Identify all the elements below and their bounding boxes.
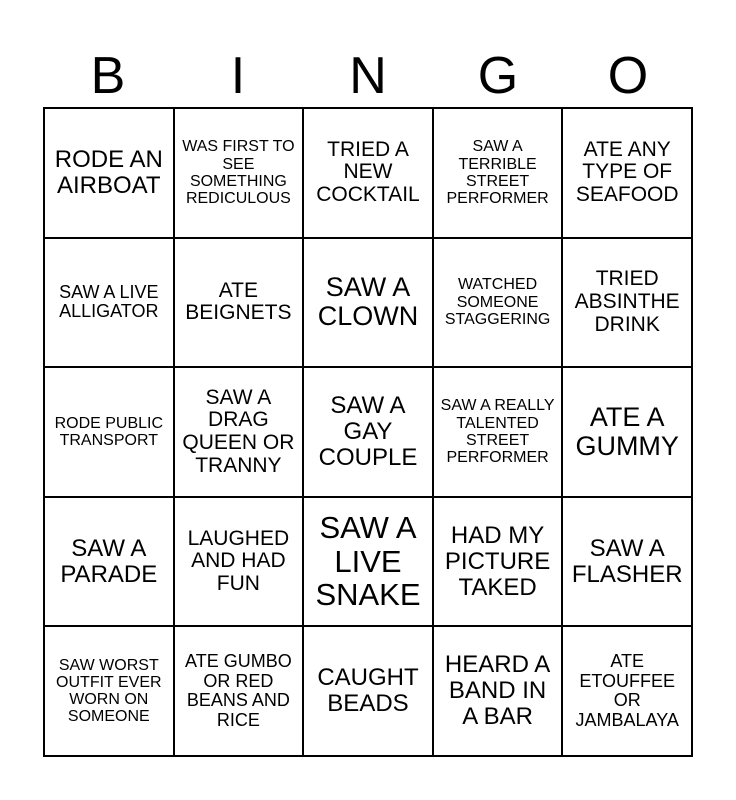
header-letter-o: O bbox=[607, 47, 649, 105]
bingo-cell[interactable]: ATE ETOUFFEE OR JAMBALAYA bbox=[563, 627, 693, 757]
bingo-grid bbox=[43, 107, 693, 757]
bingo-cell[interactable]: TRIED ABSINTHE DRINK bbox=[563, 239, 693, 369]
bingo-cell[interactable]: SAW A DRAG QUEEN OR TRANNY bbox=[175, 368, 305, 498]
bingo-cell[interactable]: SAW A REALLY TALENTED STREET PERFORMER bbox=[434, 368, 564, 498]
bingo-header bbox=[43, 42, 693, 108]
bingo-cell[interactable]: RODE AN AIRBOAT bbox=[45, 109, 175, 239]
bingo-cell[interactable]: RODE PUBLIC TRANSPORT bbox=[45, 368, 175, 498]
header-letter-b: B bbox=[90, 47, 126, 105]
header-letter-g: G bbox=[477, 47, 519, 105]
bingo-cell[interactable]: SAW A CLOWN bbox=[304, 239, 434, 369]
bingo-cell[interactable]: TRIED A NEW COCKTAIL bbox=[304, 109, 434, 239]
bingo-cell[interactable]: ATE A GUMMY bbox=[563, 368, 693, 498]
bingo-cell[interactable]: SAW A LIVE ALLIGATOR bbox=[45, 239, 175, 369]
bingo-cell[interactable]: CAUGHT BEADS bbox=[304, 627, 434, 757]
bingo-cell[interactable]: ATE BEIGNETS bbox=[175, 239, 305, 369]
bingo-cell[interactable]: SAW A GAY COUPLE bbox=[304, 368, 434, 498]
bingo-cell[interactable]: WAS FIRST TO SEE SOMETHING REDICULOUS bbox=[175, 109, 305, 239]
bingo-cell[interactable]: ATE GUMBO OR RED BEANS AND RICE bbox=[175, 627, 305, 757]
bingo-cell[interactable]: ATE ANY TYPE OF SEAFOOD bbox=[563, 109, 693, 239]
bingo-cell[interactable]: SAW A TERRIBLE STREET PERFORMER bbox=[434, 109, 564, 239]
header-letter-i: I bbox=[230, 47, 246, 105]
bingo-cell[interactable]: WATCHED SOMEONE STAGGERING bbox=[434, 239, 564, 369]
bingo-cell[interactable]: SAW A PARADE bbox=[45, 498, 175, 628]
bingo-cell[interactable]: SAW A FLASHER bbox=[563, 498, 693, 628]
header-letter-n: N bbox=[349, 47, 387, 105]
bingo-cell[interactable]: SAW WORST OUTFIT EVER WORN ON SOMEONE bbox=[45, 627, 175, 757]
bingo-cell[interactable]: LAUGHED AND HAD FUN bbox=[175, 498, 305, 628]
bingo-cell[interactable]: SAW A LIVE SNAKE bbox=[304, 498, 434, 628]
bingo-cell[interactable]: HAD MY PICTURE TAKED bbox=[434, 498, 564, 628]
bingo-cell[interactable]: HEARD A BAND IN A BAR bbox=[434, 627, 564, 757]
